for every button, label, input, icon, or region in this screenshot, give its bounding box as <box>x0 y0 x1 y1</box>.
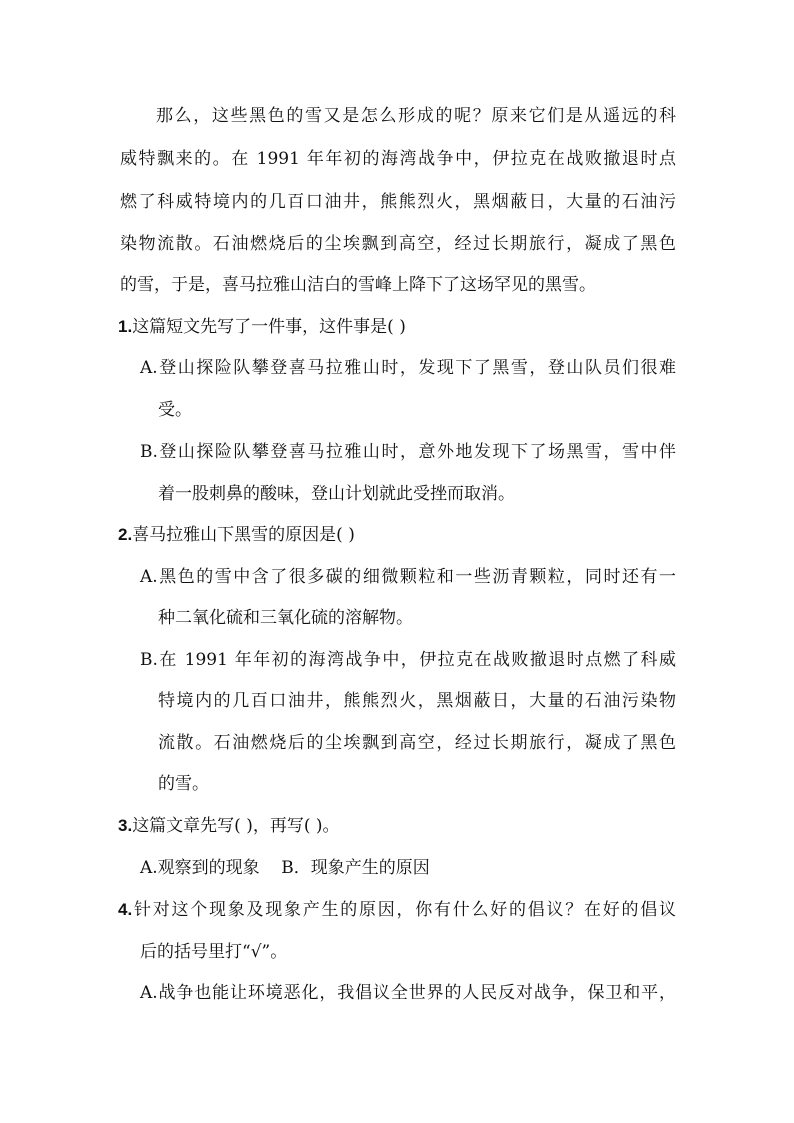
option-b-line: B.登山探险队攀登喜马拉雅山时，意外地发现下了场黑雪，雪中伴 <box>140 442 676 462</box>
passage-line: 燃了科威特境内的几百口油井，熊熊烈火，黑烟蔽日，大量的石油污 <box>120 192 676 212</box>
question-2 <box>118 523 355 547</box>
options-line: A.观察到的现象 B．现象产生的原因 <box>140 858 430 878</box>
option-b-line: 流散。石油燃烧后的尘埃飘到高空，经过长期旅行，凝成了黑色 <box>158 733 676 753</box>
question-number: 2. <box>118 525 133 544</box>
question-stem: 这篇文章先写( )，再写( )。 <box>132 816 340 836</box>
option-a-line: A.战争也能让环境恶化，我倡议全世界的人民反对战争，保卫和平， <box>140 983 676 1003</box>
question-number: 1. <box>118 317 133 336</box>
question-stem: 这篇短文先写了一件事，这件事是( ) <box>132 317 406 337</box>
option-a-line: 受。 <box>158 400 192 420</box>
option-a-line: 种二氧化硫和三氧化硫的溶解物。 <box>158 608 413 628</box>
option-b-line: 着一股刺鼻的酸味，登山计划就此受挫而取消。 <box>158 484 515 504</box>
question-4 <box>118 898 676 922</box>
passage-line: 染物流散。石油燃烧后的尘埃飘到高空，经过长期旅行，凝成了黑色 <box>120 234 676 254</box>
question-1 <box>118 315 406 339</box>
passage-line: 那么，这些黑色的雪又是怎么形成的呢？原来它们是从遥远的科 <box>156 106 676 126</box>
question-number: 4. <box>118 900 133 919</box>
option-b-line: B.在 1991 年年初的海湾战争中，伊拉克在战败撤退时点燃了科威 <box>140 650 676 670</box>
question-stem-continued: 后的括号里打“√”。 <box>140 942 288 962</box>
passage-line: 的雪，于是，喜马拉雅山洁白的雪峰上降下了这场罕见的黑雪。 <box>120 275 596 295</box>
option-b-line: 特境内的几百口油井，熊熊烈火，黑烟蔽日，大量的石油污染物 <box>158 691 676 711</box>
option-b-line: 的雪。 <box>158 774 209 794</box>
option-a-line: A.登山探险队攀登喜马拉雅山时，发现下了黑雪，登山队员们很难 <box>140 358 676 378</box>
passage-line: 威特飘来的。在 1991 年年初的海湾战争中，伊拉克在战败撤退时点 <box>120 149 676 169</box>
question-3 <box>118 814 340 838</box>
question-number: 3. <box>118 816 133 835</box>
question-stem: 针对这个现象及现象产生的原因，你有什么好的倡议？在好的倡议 <box>132 900 676 920</box>
question-stem: 喜马拉雅山下黑雪的原因是( ) <box>132 525 355 545</box>
option-a-line: A.黑色的雪中含了很多碳的细微颗粒和一些沥青颗粒，同时还有一 <box>140 567 676 587</box>
